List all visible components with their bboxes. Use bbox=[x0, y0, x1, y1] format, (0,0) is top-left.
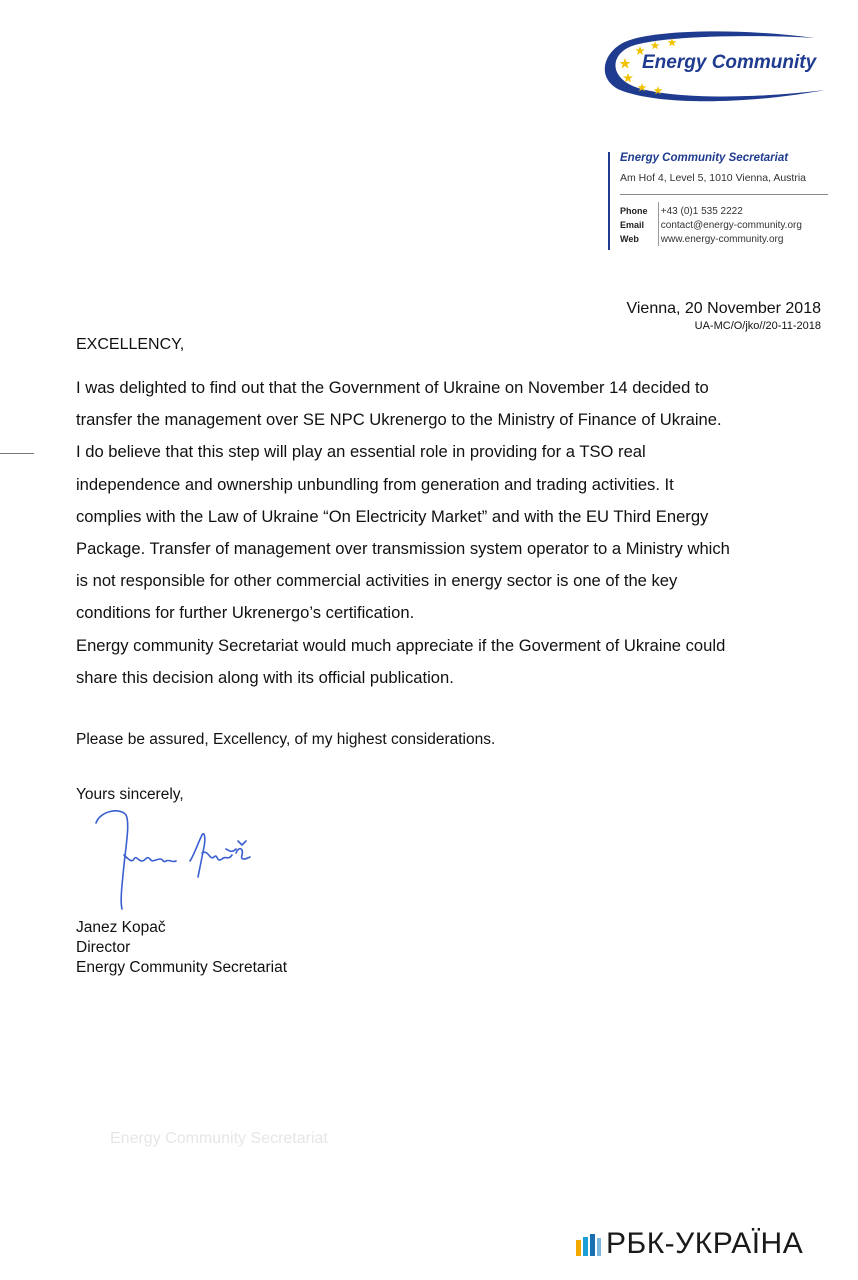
letter-date: Vienna, 20 November 2018 bbox=[626, 300, 821, 317]
signatory-name: Janez Kopač bbox=[76, 919, 166, 936]
contact-label: Email bbox=[620, 220, 645, 230]
body-line: transfer the management over SE NPC Ukrenergo to the Ministry of Finance of Ukraine. bbox=[76, 410, 722, 430]
email-value: contact@energy-community.org bbox=[660, 220, 802, 231]
body-line: share this decision along with its official publication. bbox=[76, 667, 454, 687]
body-line: is not responsible for other commercial activities in energy sector is one of the key bbox=[76, 571, 678, 591]
logo-text: Energy Community bbox=[642, 52, 817, 73]
body-line: Package. Transfer of management over transmission system operator to a Ministry which bbox=[76, 539, 730, 559]
contact-email bbox=[620, 220, 802, 231]
letterhead-address: Am Hof 4, Level 5, 1010 Vienna, Austria bbox=[620, 172, 807, 184]
body-line: I do believe that this step will play an essential role in providing for a TSO real bbox=[76, 442, 646, 462]
body-line: complies with the Law of Ukraine “On Electricity Market” and with the EU Third Energy bbox=[76, 506, 709, 526]
signatory-org: Energy Community Secretariat bbox=[76, 959, 288, 976]
signatory-title: Director bbox=[76, 939, 131, 956]
watermark-text: РБК-УКРАЇНА bbox=[606, 1227, 804, 1260]
contact-label: Web bbox=[620, 234, 639, 244]
contact-phone bbox=[620, 206, 743, 217]
phone-value: +43 (0)1 535 2222 bbox=[660, 206, 743, 217]
contact-label: Phone bbox=[620, 206, 648, 216]
rbc-logo-icon bbox=[576, 1234, 602, 1256]
body-line: conditions for further Ukrenergo’s certification. bbox=[76, 603, 415, 623]
energy-community-logo bbox=[600, 28, 840, 108]
closing-line: Please be assured, Excellency, of my highest considerations. bbox=[76, 731, 496, 748]
body-line: independence and ownership unbundling from generation and trading activities. It bbox=[76, 474, 674, 494]
body-line: I was delighted to find out that the Government of Ukraine on November 14 decided to bbox=[76, 378, 709, 397]
body-line: Energy community Secretariat would much appreciate if the Goverment of Ukraine could bbox=[76, 635, 726, 655]
contact-web bbox=[620, 234, 783, 245]
valediction: Yours sincerely, bbox=[76, 786, 184, 803]
faded-footer-text: Energy Community Secretariat bbox=[110, 1130, 328, 1147]
fold-mark bbox=[0, 453, 34, 454]
letterhead-rule bbox=[608, 152, 610, 250]
salutation: EXCELLENCY, bbox=[76, 336, 185, 353]
letter-body bbox=[76, 372, 836, 694]
letter-reference: UA-MC/O/jko//20-11-2018 bbox=[694, 320, 821, 332]
handwritten-signature bbox=[90, 805, 260, 915]
letterhead-org: Energy Community Secretariat bbox=[620, 152, 789, 164]
web-value: www.energy-community.org bbox=[660, 234, 784, 245]
letterhead-divider bbox=[620, 194, 828, 195]
